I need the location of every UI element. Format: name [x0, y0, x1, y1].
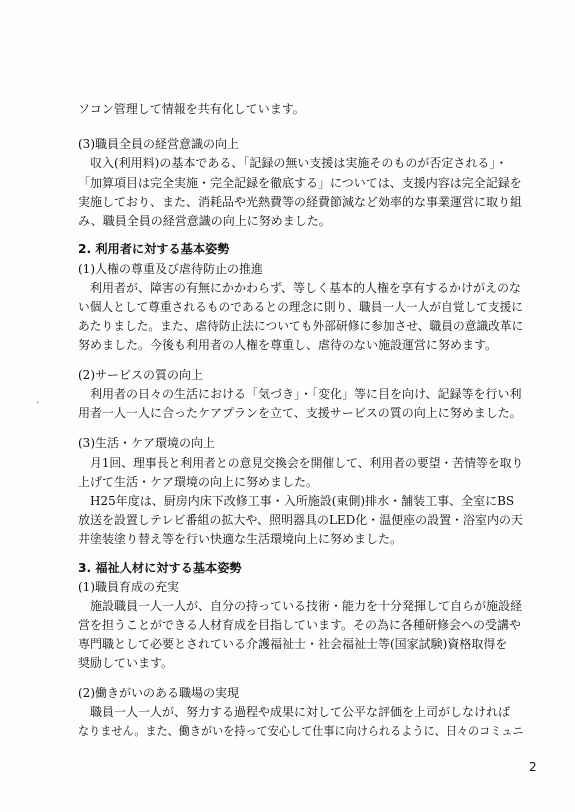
text-line: 利用者が、障害の有無にかかわらず、等しく基本的人権を享有するかけがえのな — [90, 281, 522, 295]
text-line: 収入(利用料)の基本である、「記録の無い支援は実施そのものが否定される」・ — [90, 156, 508, 170]
text-line: 「加算項目は完全実施・完全記録を徹底する」については、支援内容は完全記録を — [78, 176, 522, 190]
subsection-heading: (3)生活・ケア環境の向上 — [78, 436, 215, 450]
text-line: 放送を設置しテレビ番組の拡大や、照明器具のLED化・温便座の設置・浴室内の天 — [78, 513, 523, 527]
text-line: H25年度は、厨房内床下改修工事・入所施設(東側)排水・舗装工事、全室にBS — [90, 494, 515, 508]
text-line: 用者一人一人に合ったケアプランを立て、支援サービスの質の向上に努めました。 — [78, 406, 522, 420]
text-line: ソコン管理して情報を共有化しています。 — [78, 102, 305, 116]
text-line: 上げて生活・ケア環境の向上に努めました。 — [78, 475, 319, 489]
subsection-heading: (1)人権の尊重及び虐待防止の推進 — [78, 262, 263, 276]
text-line: 専門職として必要とされている介護福祉士・社会福祉士等(国家試験)資格取得を — [78, 637, 508, 651]
subsection-heading: (3)職員全員の経営意識の向上 — [78, 137, 239, 151]
text-line: い個人として尊重されるものであるとの理念に則り、職員一人一人が自覚して支援に — [78, 300, 524, 314]
scan-mark: ﾞ — [36, 402, 41, 412]
subsection-heading: (2)働きがいのある職場の実現 — [78, 686, 239, 700]
text-line: 営を担うことができる人材育成を目指しています。その為に各種研修会への受講や — [78, 618, 522, 632]
text-line: なりません。また、働きがいを持って安心して仕事に向けられるように、日々のコミュニ — [78, 724, 524, 738]
text-line: み、職員全員の経営意識の向上に努めました。 — [78, 214, 331, 228]
text-line: 実施しており、また、消耗品や光熱費等の経費節減など効率的な事業運営に取り組 — [78, 195, 523, 209]
text-line: 施設職員一人一人が、自分の持っている技術・能力を十分発揮して自らが施設経 — [90, 599, 523, 613]
text-line: 職員一人一人が、努力する過程や成果に対して公平な評価を上司がしなければ — [90, 705, 511, 719]
text-line: 井塗装塗り替え等を行い快適な生活環境向上に努めました。 — [78, 532, 403, 546]
text-line: 奨励しています。 — [78, 656, 174, 670]
page-number: 2 — [529, 760, 537, 774]
section-heading: 3. 福祉人材に対する基本姿勢 — [78, 561, 242, 575]
subsection-heading: (2)サービスの質の向上 — [78, 368, 203, 382]
text-line: 利用者の日々の生活における「気づき」・「変化」等に目を向け、記録等を行い利 — [90, 387, 522, 401]
subsection-heading: (1)職員育成の充実 — [78, 580, 179, 594]
section-heading: 2. 利用者に対する基本姿勢 — [78, 242, 230, 256]
text-line: 月1回、理事長と利用者との意見交換会を開催して、利用者の要望・苦情等を取り — [90, 456, 524, 470]
text-line: あたりました。また、虐待防止法についても外部研修に参加させ、職員の意識改革に — [78, 319, 524, 333]
text-line: 努めました。今後も利用者の人権を尊重し、虐待のない施設運営に努めます。 — [78, 338, 498, 352]
